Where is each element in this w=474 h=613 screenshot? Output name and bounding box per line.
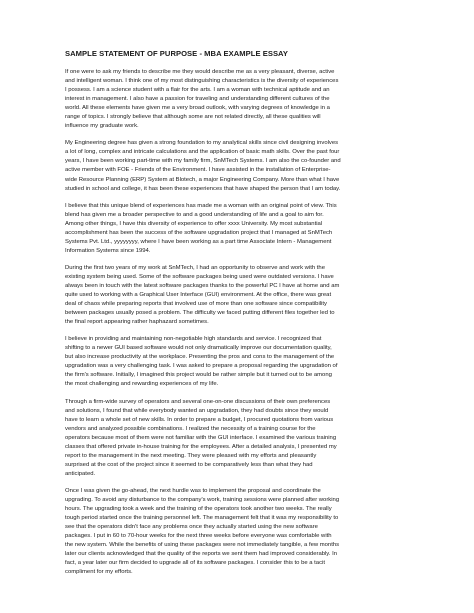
paragraph-standards: I believe in providing and maintaining non-negotiable high standards and service. I recognized that shifting to a newer GUI based software would not only dramatically improve our documentation quality, but also increase productivity at the workplace. Presenting the pros and cons to the management of the upgradation was a very challenging task. I was asked to prepare a proposal regarding the upgradation of the firm's software. Initially, I imagined this project would be rather simple but it turned out to be among the most challenging and rewarding experiences of my life.	[65, 336, 338, 388]
paragraph-survey: Through a firm-wide survey of operators and several one-on-one discussions of their own preferences and solutions, I found that while everybody wanted an upgradation, they had doubts since they would have to learn a whole set of new skills. In order to prepare a budget, I procured quotations from various vendors and analyzed possible combinations. I realized the necessity of a training course for the operators because most of them were not familiar with the GUI interface. I examined the various training classes that offered private in-house training for the employees. After a detailed analysis, I presented my report to the management in the next meeting. They were pleased with my efforts and pleasantly surprised at the cost of the project since it seemed to be comparatively less than what they had anticipated.	[65, 398, 337, 477]
essay-title: SAMPLE STATEMENT OF PURPOSE - MBA EXAMPLE ESSAY	[65, 49, 289, 58]
essay-page	[65, 49, 415, 585]
paragraph-intro: If one were to ask my friends to describe me they would describe me as a very pleasant, diverse, active and intelligent woman. I think one of my most distinguishing characteristics is the diversity of experiences I possess. I am a science student with a flair for the arts. I am a woman with technical aptitude and an interest in management. I also have a passion for traveling and understanding different cultures of the world. All these elements have given me a very broad outlook, with varying degrees of knowledge in a range of topics. I strongly believe that although some are not related directly, all these qualities will influence my graduate work.	[65, 69, 339, 130]
paragraph-first-two-years: During the first two years of my work at SnMTech, I had an opportunity to observe and work with the existing system being used. Some of the software packages being used were outdated versions. I have always been in touch with the latest software packages thanks to the powerful PC I have at home and am quite used to working with a Graphical User Interface (GUI) environment. At the office, there was great deal of chaos while preparing reports that involved use of more than one software since compatibility between packages usually posed a problem. The difficulty we faced putting different files together led to the final report appearing rather haphazard sometimes.	[65, 264, 340, 326]
paragraph-unique-blend: I believe that this unique blend of experiences has made me a woman with an original point of view. This blend has given me a broader perspective to and a good understanding of life and a goal to aim for. Among other things, I have this diversity of experience to offer xxxx University. My most substantial accomplishment has been the success of the software upgradation project that I managed at SnMTech Systems Pvt. Ltd., yyyyyyyy, where I have been working as a part time Associate Intern - Management Information Systems since 1994.	[65, 202, 337, 254]
paragraph-go-ahead: Once I was given the go-ahead, the next hurdle was to implement the proposal and coordinate the upgrading. To avoid any disturbance to the company's work, training sessions were planned after working hours. The upgrading took a week and the training of the operators took another two weeks. The really tough period started once the training personnel left. The management felt that it was my responsibility to see that the operators didn't face any problems once they actually started using the new software packages. I put in 60 to 70-hour weeks for the next three weeks before everyone was comfortable with the new system. While the benefits of using these packages were not immediately tangible, a few months later our clients acknowledged that the quality of the reports we sent them had improved considerably. In fact, a year later our firm decided to upgrade all of its software packages. I consider this to be a tacit compliment for my efforts.	[65, 487, 340, 576]
paragraph-engineering: My Engineering degree has given a strong foundation to my analytical skills since civil designing involves a lot of long, complex and intricate calculations and the application of basic math skills. Over the past four years, I have been working part-time with my family firm, SnMTech Systems. I am also the co-founder and active member with FOE - Friends of the Environment. I have assisted in the installation of Enterprise- wide Resource Planning (ERP) System at Blotech, a major Engineering Company. More than what I have studied in school and college, it has been these experiences that have shaped the person that I am today.	[65, 140, 341, 192]
